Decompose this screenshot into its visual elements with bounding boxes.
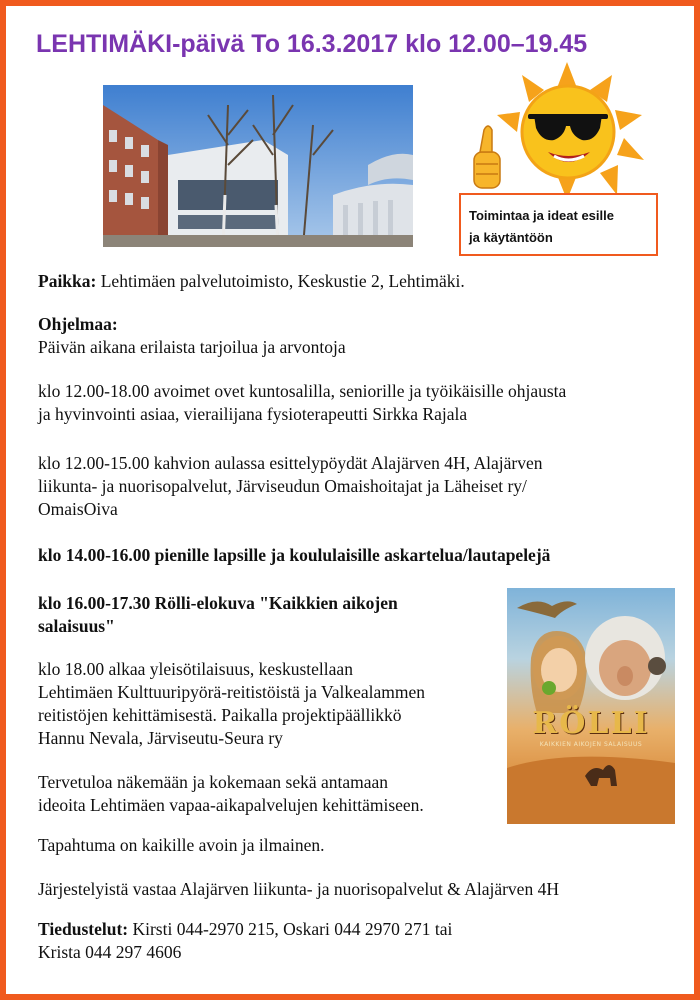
- place-value: Lehtimäen palvelutoimisto, Keskustie 2, Lehtimäki.: [96, 271, 465, 291]
- place-label: Paikka:: [38, 271, 97, 291]
- welcome-text: [38, 771, 424, 817]
- program-heading: Ohjelmaa:: [38, 314, 118, 334]
- building-photo-illustration: [103, 85, 413, 247]
- sun-thumbs-up-clipart: [462, 60, 652, 200]
- contact-line-1: Kirsti 044-2970 215, Oskari 044 2970 271 tai: [128, 919, 453, 939]
- place-line: [38, 270, 465, 293]
- program-item-gym-line-1: klo 12.00-18.00 avoimet ovet kuntosalilla, seniorille ja työikäisille ohjausta: [38, 381, 567, 401]
- program-item-gym: [38, 380, 566, 426]
- rolli-movie-poster: [507, 588, 675, 824]
- program-item-meeting-line-1: klo 18.00 alkaa yleisötilaisuus, keskustellaan: [38, 659, 353, 679]
- event-title: LEHTIMÄKI-päivä To 16.3.2017 klo 12.00–19.45: [36, 30, 588, 58]
- poster-title: RÖLLI: [532, 706, 650, 741]
- welcome-line-2: ideoita Lehtimäen vapaa-aikapalvelujen kehittämiseen.: [38, 795, 424, 815]
- program-item-movie: [38, 592, 398, 638]
- program-item-gym-line-2: ja hyvinvointi asiaa, vierailijana fysioterapeutti Sirkka Rajala: [38, 404, 468, 424]
- program-item-meeting-line-3: reitistöjen kehittämisestä. Paikalla projektipäällikkö: [38, 705, 402, 725]
- program-intro: Päivän aikana erilaista tarjoilua ja arvontoja: [38, 337, 346, 357]
- slogan-line-1: Toimintaa ja ideat esille: [469, 208, 614, 223]
- slogan-box: [459, 193, 658, 256]
- program-item-tables-line-3: OmaisOiva: [38, 499, 118, 519]
- program-item-meeting-line-4: Hannu Nevala, Järviseutu-Seura ry: [38, 728, 283, 748]
- poster-subtitle: KAIKKIEN AIKOJEN SALAISUUS: [539, 741, 643, 748]
- program-item-meeting-line-2: Lehtimäen Kulttuuripyörä-reitistöistä ja Valkealammen: [38, 682, 425, 702]
- building-photo: [103, 85, 413, 247]
- program-item-tables-line-2: liikunta- ja nuorisopalvelut, Järviseudun Omaishoitajat ja Läheiset ry/: [38, 476, 527, 496]
- slogan-line-2: ja käytäntöön: [469, 230, 553, 245]
- contact-label: Tiedustelut:: [38, 919, 129, 939]
- program-item-tables-line-1: klo 12.00-15.00 kahvion aulassa esittelypöydät Alajärven 4H, Alajärven: [38, 453, 543, 473]
- organizers-text: Järjestelyistä vastaa Alajärven liikunta- ja nuorisopalvelut & Alajärven 4H: [38, 879, 559, 899]
- program-item-tables: [38, 452, 542, 521]
- free-entry-text: Tapahtuma on kaikille avoin ja ilmainen.: [38, 835, 325, 855]
- welcome-line-1: Tervetuloa näkemään ja kokemaan sekä antamaan: [38, 772, 389, 792]
- contact-info: [38, 918, 452, 964]
- sun-icon: [462, 60, 652, 200]
- contact-line-2: Krista 044 297 4606: [38, 942, 182, 962]
- program-item-meeting: [38, 658, 425, 750]
- program-item-movie-line-2: salaisuus": [38, 616, 115, 636]
- program-item-crafts: klo 14.00-16.00 pienille lapsille ja koululaisille askartelua/lautapelejä: [38, 545, 551, 565]
- program-item-movie-line-1: klo 16.00-17.30 Rölli-elokuva "Kaikkien aikojen: [38, 593, 398, 613]
